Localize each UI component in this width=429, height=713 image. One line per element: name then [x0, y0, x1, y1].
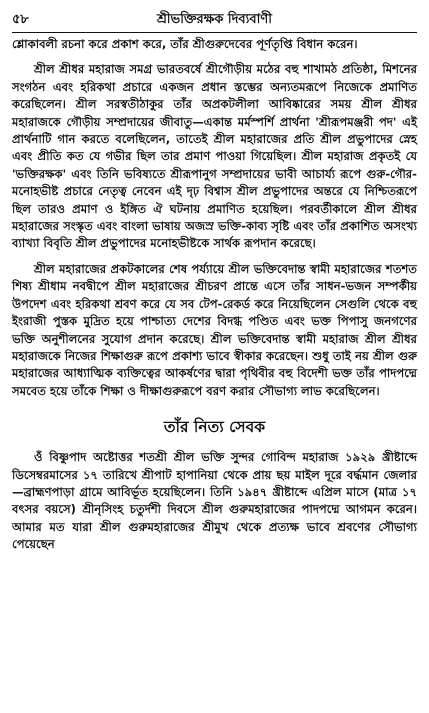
paragraph-sridhar-maharaj-preaching: শ্রীল শ্রীধর মহারাজ সমগ্র ভারতবর্ষে শ্রীগৌড়ীয় মঠের বহু শাখামঠ প্রতিষ্ঠা, মিশনের সংগঠন এবং হরিকথা প্রচারে একজন প্রধান স্তম্ভের অন্যতমরূপে নিজেকে প্রমাণিত করেছিলেন। শ্রীল সরস্বতীঠাকুর তাঁর অপ্রকটলীলা আবিষ্কারের সময় শ্রীল শ্রীধর মহারাজকে গৌড়ীয় সম্প্রদায়ের জীবাতু—একান্ত মর্মস্পর্শি প্রার্থনা 'শ্রীরূপমঞ্জরী পদ' এই প্রার্থনাটি গান করতে বলেছিলেন, তাতেই শ্রীল মহারাজের প্রতি শ্রীল প্রভুপাদের স্নেহ এবং প্রীতি কত যে গভীর ছিল তার প্রমাণ পাওয়া গিয়েছিল। শ্রীল মহারাজ প্রকৃতই যে 'ভক্তিরক্ষক' এবং তিনি ভবিষ্যতে শ্রীরূপানুগ সম্প্রদায়ের ভাবী আচার্য্য রূপে গুরু-গৌর-মনোহভীষ্ট প্রচারে নেতৃত্ব নেবেন এই দৃঢ় বিশ্বাস শ্রীল প্রভুপাদের অন্তরে যে নিশ্চিতরূপে ছিল তারও প্রমাণ ও ইঙ্গিত ঐ ঘটনায় প্রমাণিত হয়েছিল। পরবর্তীকালে শ্রীল শ্রীধর মহারাজের সংস্কৃত এবং বাংলা ভাষায় অজস্র ভক্তি-কাব্য সৃষ্টি এবং তাঁর প্রকাশিত অসংখ্য ব্যাখ্যা বিবৃতি শ্রীল প্রভুপাদের মনোহভীষ্টকে সার্থক রূপদান করেছে।	[12, 62, 417, 251]
paragraph-continuation: শ্লোকাবলী রচনা করে প্রকাশ করে, তাঁর শ্রীগুরুদেবের পূর্ণতৃপ্তি বিধান করেন।	[12, 37, 358, 51]
paragraph-govinda-maharaj: ওঁ বিষ্ণুপাদ অষ্টোত্তর শতশ্রী শ্রীল ভক্তি সুন্দর গোবিন্দ মহারাজ ১৯২৯ খ্রীষ্টাব্দে ডিসেম্বরমাসের ১৭ তারিখে শ্রীপাট হাপানিয়া থেকে প্রায় ছয় মাইল দূরে বর্দ্ধমান জেলার—ব্রাহ্মণপাড়া গ্রামে আবির্ভূত হয়েছিলেন। তিনি ১৯৪৭ খ্রীষ্টাব্দে এপ্রিল মাসে (মাত্র ১৭ বৎসর বয়সে) শ্রীনৃসিংহ চতুর্দশী দিবসে শ্রীল গুরুমহারাজের পাদপদ্মে আগমন করেন। আমার মত যারা শ্রীল গুরুমহারাজের শ্রীমুখ থেকে প্রত্যক্ষ ভাবে শ্রবণের সৌভাগ্য পেয়েছেন	[12, 450, 417, 552]
page-number: ৫৮	[12, 12, 29, 27]
running-title: শ্রীভক্তিরক্ষক দিব্যবাণী	[156, 12, 272, 27]
page-header	[12, 10, 417, 33]
paragraph-final-pastimes: শ্রীল মহারাজের প্রকটকালের শেষ পর্য্যায়ে শ্রীল ভক্তিবেদান্ত স্বামী মহারাজের শতশত শিষ্য শ্রীধাম নবদ্বীপে শ্রীল মহারাজের শ্রীচরণ প্রান্তে এসে তাঁর সাধন-ভজন সম্পর্কীয় উপদেশ এবং হরিকথা শ্রবণ করে যে সব টেপ-রেকর্ড করে নিয়েছিলেন সেগুলি থেকে বহু ইংরাজী পুস্তক মুদ্রিত হয়ে পাশ্চাত্য দেশের বিদগ্ধ পণ্ডিত এবং ভক্ত পিপাসু জনগণের ভক্তি অনুশীলনের সুযোগ প্রদান করেছে। শ্রীল ভক্তিবেদান্ত স্বামী মহারাজ শ্রীল শ্রীধর মহারাজকে নিজের শিক্ষাগুরু রূপে প্রকাশ্য ভাবে স্বীকার করেছেন। শুধু তাই নয় শ্রীল গুরু মহারাজের আধ্যাত্মিক ব্যক্তিত্বের আকর্ষণের দ্বারা পৃথিবীর বহু বিদেশী ভক্ত তাঁর পাদপদ্মে সমবেত হয়ে তাঁকে শিক্ষা ও দীক্ষাগুরুরূপে বরণ করার সৌভাগ্য লাভ করেছিলেন।	[12, 261, 417, 398]
section-heading: তাঁর নিত্য সেবক	[163, 418, 266, 437]
